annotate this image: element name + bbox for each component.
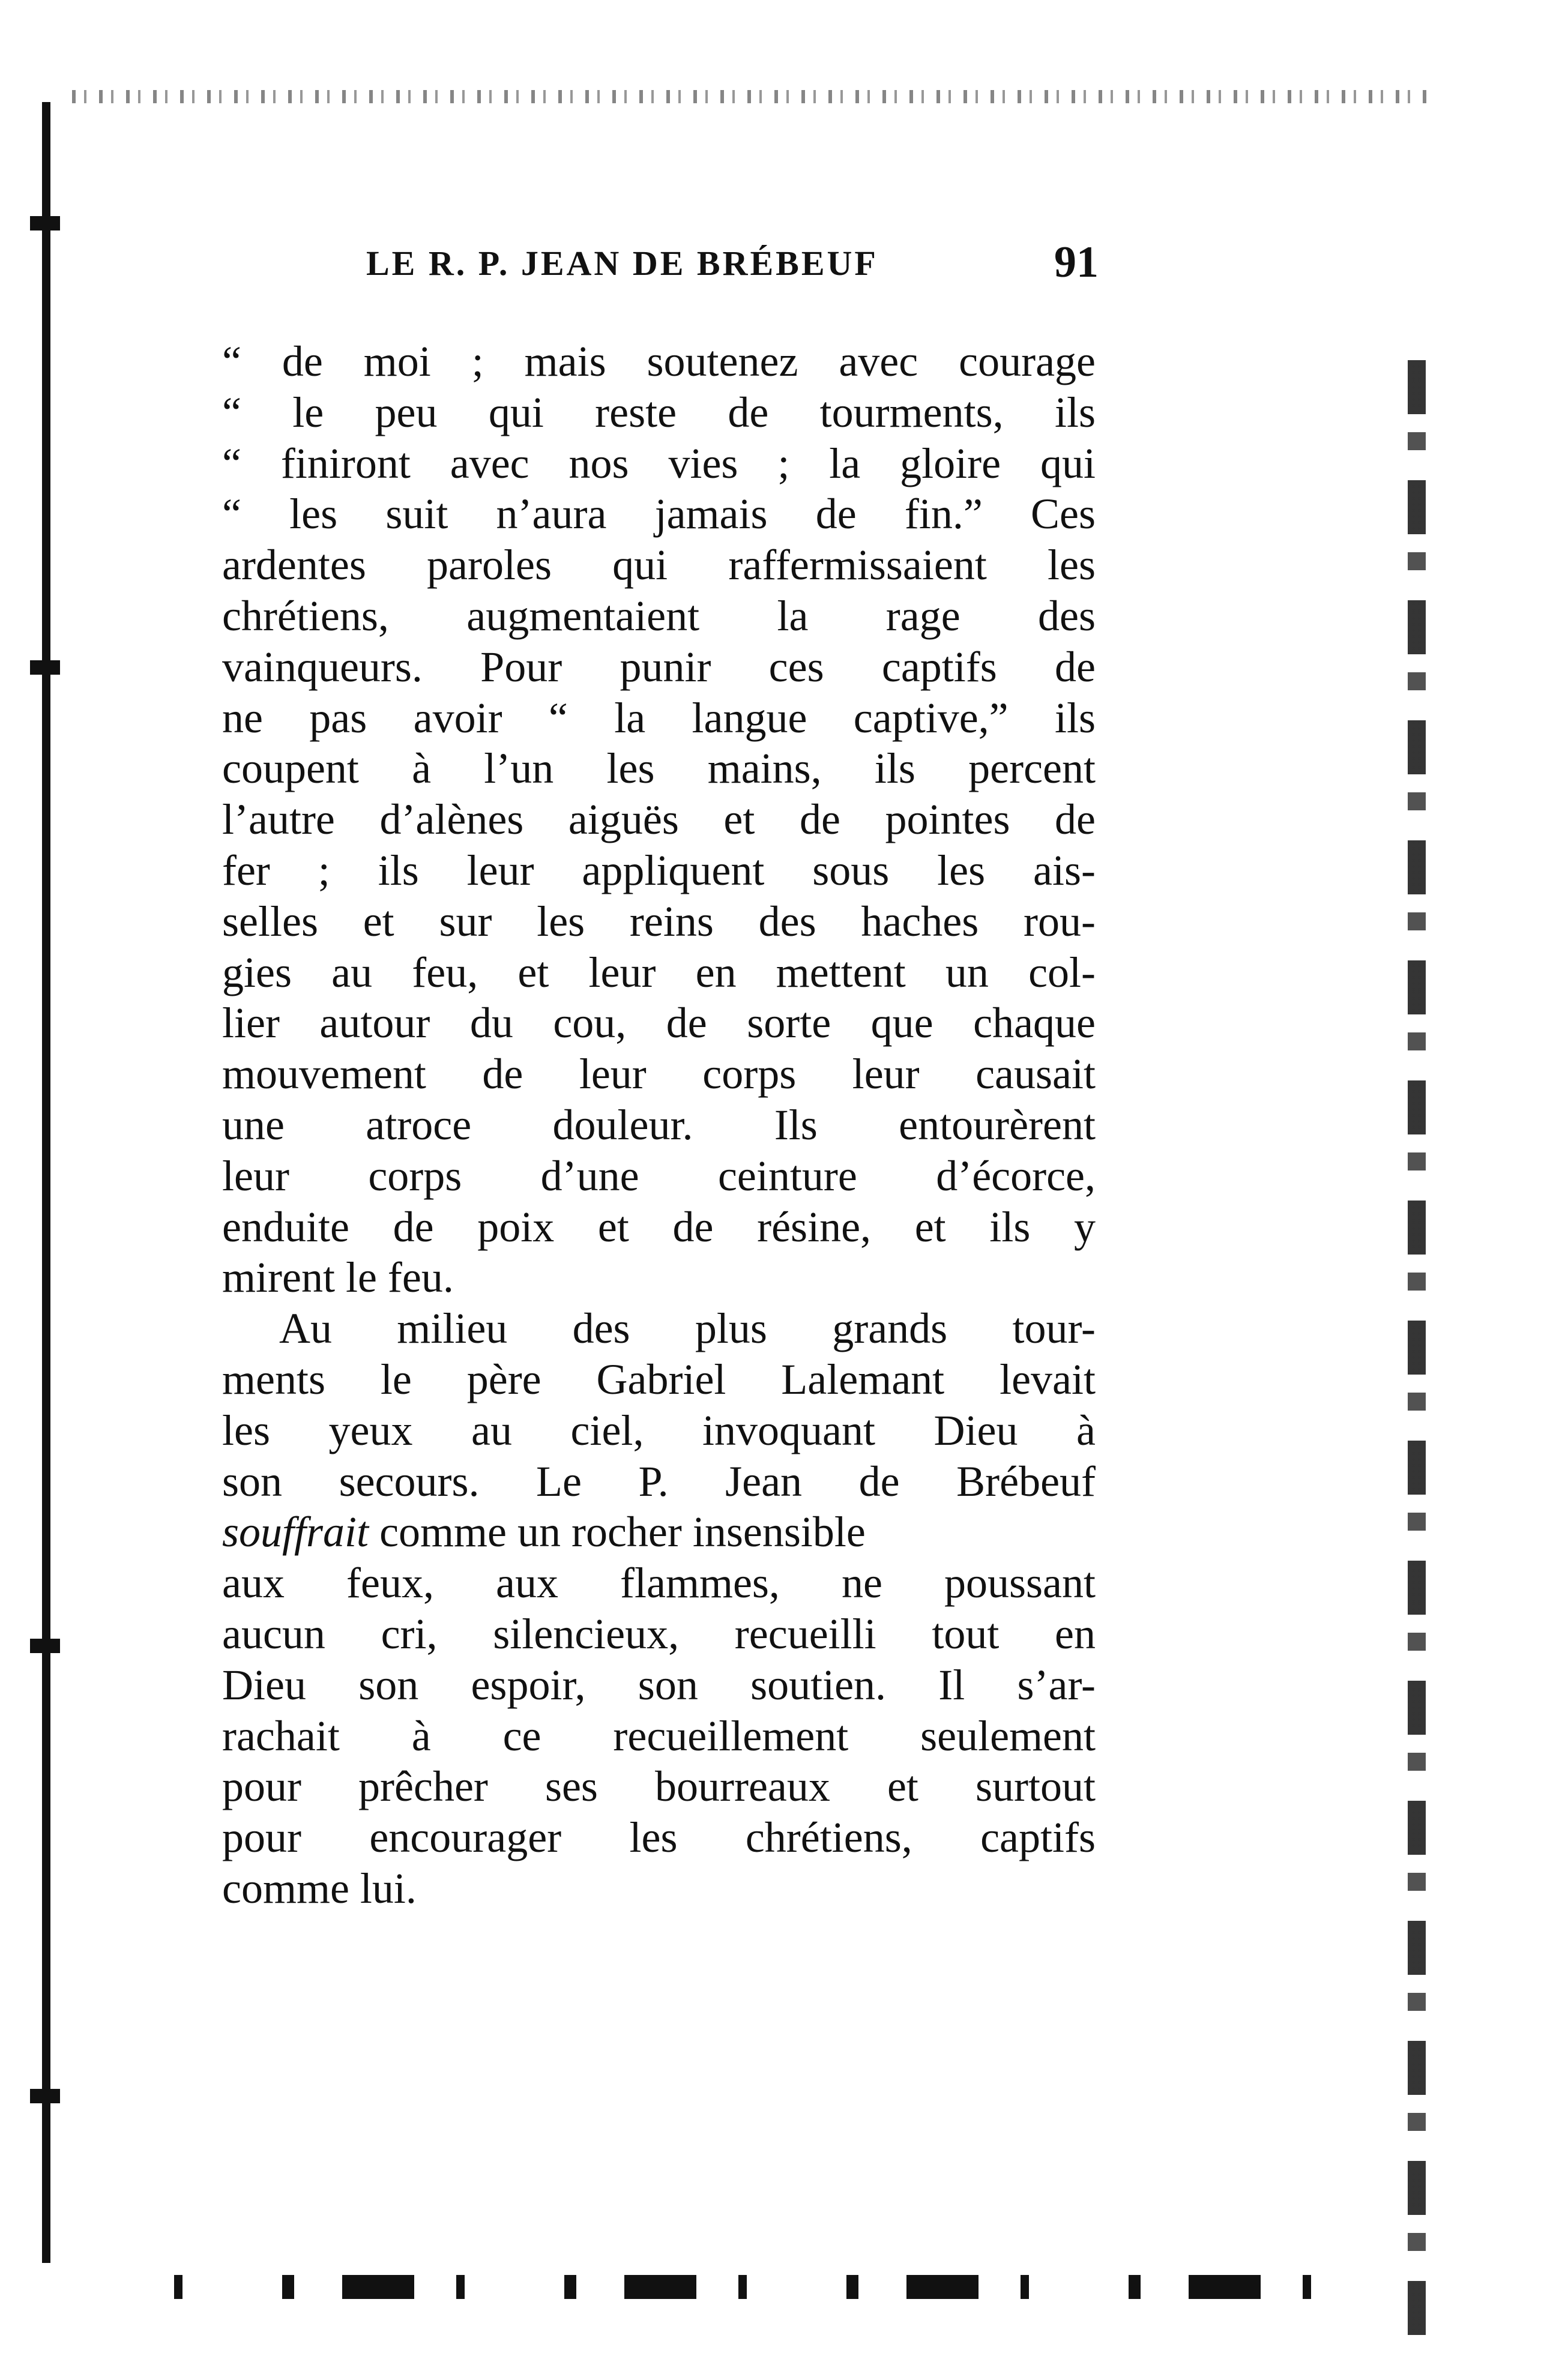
page-number: 91 [1054, 238, 1099, 287]
text-line: leur corps d’une ceinture d’écorce, [222, 1151, 1096, 1200]
scan-edge-top [72, 90, 1429, 103]
text-line: aux feux, aux flammes, ne poussant [222, 1559, 1096, 1607]
text-line: fer ; ils leur appliquent sous les ais- [222, 846, 1096, 894]
text-line: gies au feu, et leur en mettent un col- [222, 948, 1096, 996]
text-line: ments le père Gabriel Lalemant levait [222, 1355, 1096, 1403]
text-line: “ le peu qui reste de tourments, ils [222, 388, 1096, 436]
italic-word: souffrait [222, 1508, 369, 1556]
scan-edge-left-tick [30, 660, 60, 675]
text-line: ardentes paroles qui raffermissaient les [222, 541, 1096, 589]
text-line: enduite de poix et de résine, et ils y [222, 1202, 1096, 1251]
text-line: comme lui. [222, 1864, 417, 1912]
text-line: ne pas avoir “ la langue captive,” ils [222, 693, 1096, 742]
body-text [222, 336, 1096, 1914]
text-line: mouvement de leur corps leur causait [222, 1050, 1096, 1098]
text-line-rest: comme un rocher insensible [369, 1508, 866, 1556]
text-line: une atroce douleur. Ils entourèrent [222, 1100, 1096, 1149]
scan-edge-left-tick [30, 216, 60, 230]
text-line: coupent à l’un les mains, ils percent [222, 744, 1096, 793]
text-line: l’autre d’alènes aiguës et de pointes de [222, 795, 1096, 844]
scan-edge-right [1408, 360, 1426, 2341]
text-line: les yeux au ciel, invoquant Dieu à [222, 1406, 1096, 1454]
scan-edge-left-tick [30, 2089, 60, 2103]
text-line: “ finiront avec nos vies ; la gloire qui [222, 439, 1096, 487]
page-header [366, 237, 1099, 303]
text-line: chrétiens, augmentaient la rage des [222, 591, 1096, 640]
running-head: LE R. P. JEAN DE BRÉBEUF [366, 244, 878, 283]
scan-edge-left-tick [30, 1639, 60, 1653]
text-line: rachait à ce recueillement seulement [222, 1711, 1096, 1760]
text-line: lier autour du cou, de sorte que chaque [222, 999, 1096, 1047]
text-line-mixed [222, 1507, 1096, 1558]
scan-edge-left [42, 102, 50, 2263]
scan-edge-bottom [174, 2275, 1315, 2299]
text-line: “ de moi ; mais soutenez avec courage [222, 337, 1096, 385]
text-line: “ les suit n’aura jamais de fin.” Ces [222, 490, 1096, 538]
text-line: mirent le feu. [222, 1253, 454, 1302]
text-line: pour prêcher ses bourreaux et surtout [222, 1762, 1096, 1811]
text-line: Au milieu des plus grands tour- [279, 1304, 1096, 1353]
text-line: aucun cri, silencieux, recueilli tout en [222, 1609, 1096, 1658]
text-line: vainqueurs. Pour punir ces captifs de [222, 642, 1096, 691]
text-line: Dieu son espoir, son soutien. Il s’ar- [222, 1660, 1096, 1709]
text-line: son secours. Le P. Jean de Brébeuf [222, 1457, 1096, 1505]
text-line: selles et sur les reins des haches rou- [222, 897, 1096, 945]
text-line: pour encourager les chrétiens, captifs [222, 1813, 1096, 1862]
